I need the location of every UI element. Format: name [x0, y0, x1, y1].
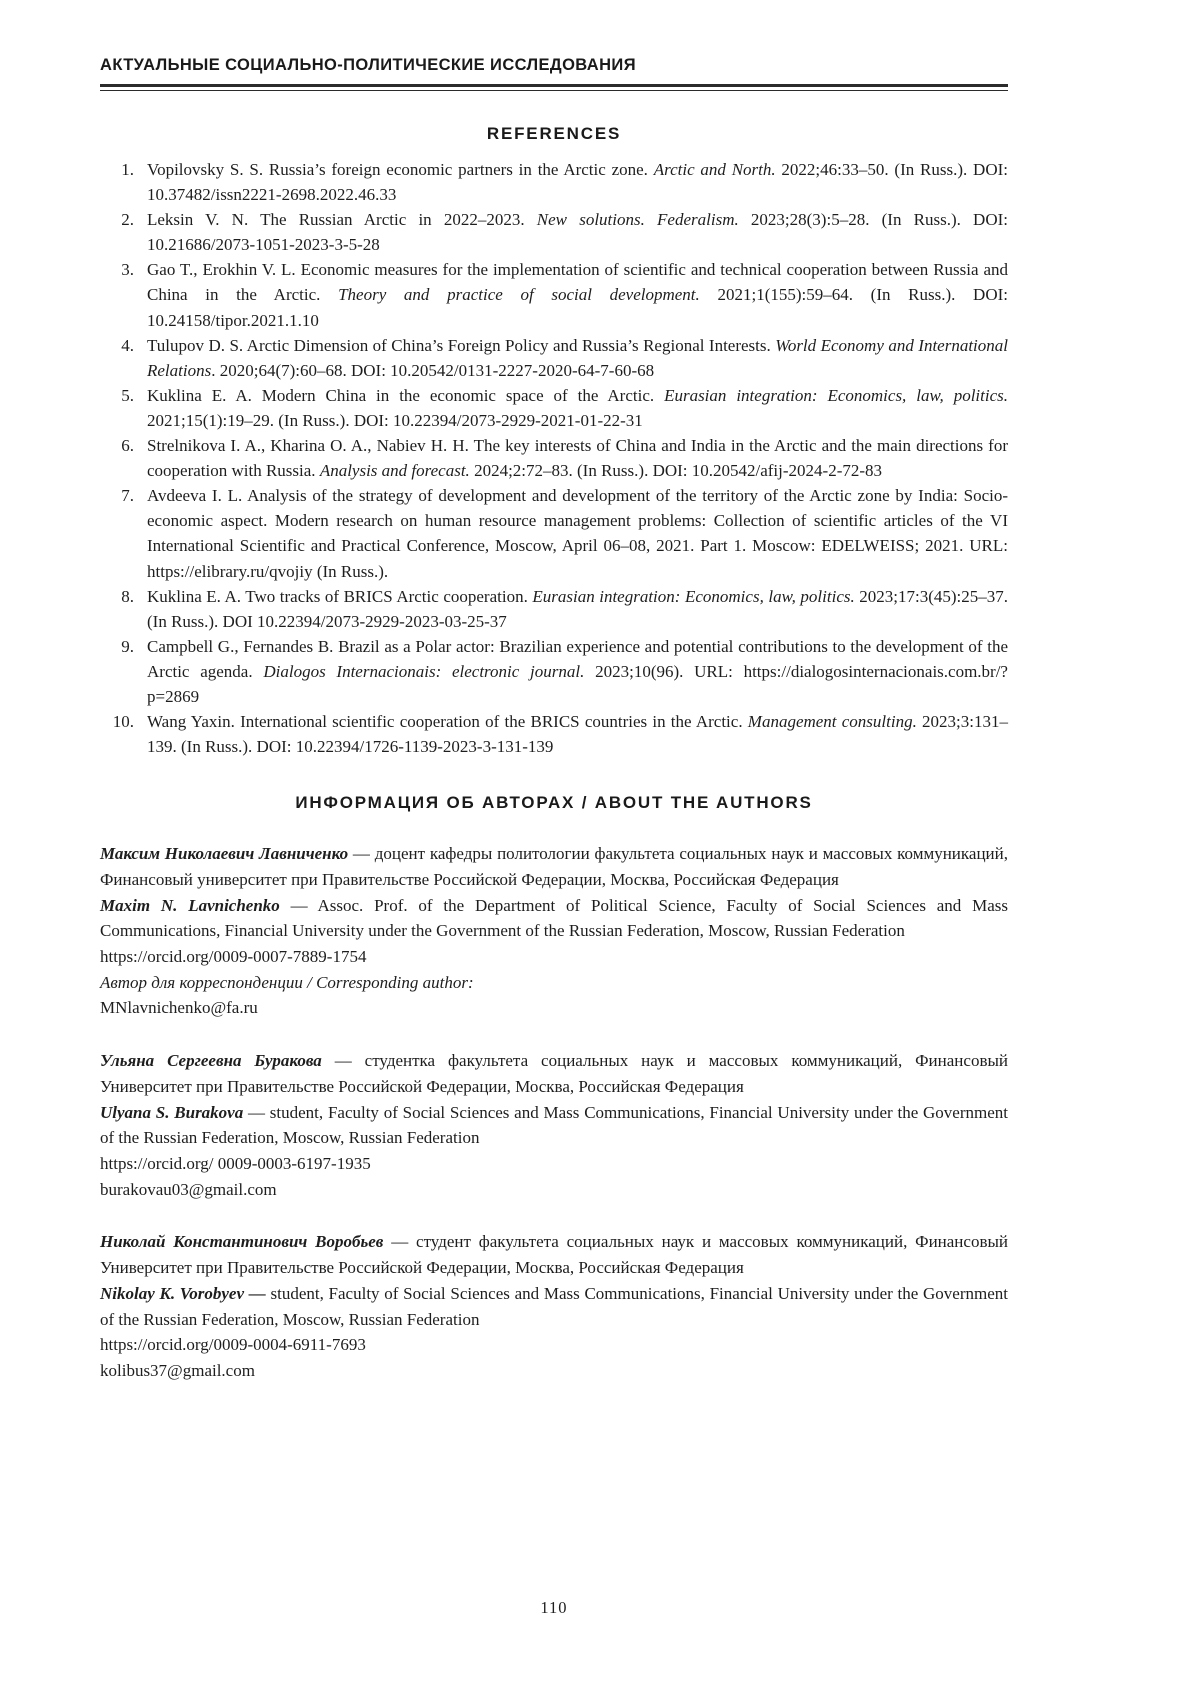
reference-number: 2. — [121, 210, 134, 230]
text-segment: Kuklina E. A. Modern China in the economic space of the Arctic. — [147, 385, 665, 405]
running-header — [100, 56, 1008, 91]
text-segment: https://orcid.org/0009-0007-7889-1754 — [100, 947, 367, 967]
reference-number: 7. — [121, 486, 134, 506]
text-segment: kolibus37@gmail.com — [100, 1360, 255, 1380]
text-segment: student, Faculty of Social Sciences and Mass Communications, Financial University under the Government of the Russian Federation, Moscow, Russian Federation — [100, 1283, 1008, 1329]
reference-item — [100, 584, 1008, 634]
references-heading: REFERENCES — [486, 124, 622, 143]
text-segment: Strelnikova I. A., Kharina O. A., Nabiev H. H. The key interests of China and India in the Arctic and the main directions for cooperation with Russia. — [147, 436, 1008, 481]
reference-number: 3. — [121, 260, 134, 280]
text-segment: Ulyana S. Burakova — [100, 1102, 244, 1122]
reference-item — [100, 383, 1008, 433]
reference-text — [147, 210, 1008, 254]
text-segment: Avdeeva I. L. Analysis of the strategy of development and development of the territory of the Arctic zone by India: Socio-economic aspect. Modern research on human resource management problems: Collection of scientific articles of the VI International Scientific and Practical Conference, Moscow, April 06–08, 2021. Part 1. Moscow: EDELWEISS; 2021. URL: https://elibrary.ru/qvojiy (In Russ.). — [147, 486, 1008, 581]
text-segment: — доцент кафедры политологии факультета социальных наук и массовых коммуникаций, Финансовый университет при Правительстве Российской Федерации, Москва, Российская Федерация — [100, 844, 1008, 889]
text-segment: Nikolay K. Vorobyev — — [100, 1283, 266, 1303]
reference-item — [100, 333, 1008, 383]
text-segment: Analysis and forecast. — [319, 461, 470, 481]
reference-text — [147, 260, 1008, 329]
reference-number: 4. — [121, 335, 134, 355]
email-line — [100, 1177, 1008, 1203]
text-segment: Leksin V. N. The Russian Arctic in 2022–2023. — [147, 210, 537, 230]
text-segment: https://orcid.org/0009-0004-6911-7693 — [100, 1335, 366, 1355]
text-segment: 2023;3:131–139. (In Russ.). DOI: 10.22394/1726-1139-2023-3-131-139 — [147, 712, 1008, 757]
references-list — [100, 157, 1008, 759]
orcid-line — [100, 1151, 1008, 1177]
reference-text — [147, 637, 1008, 706]
page-content — [100, 124, 1008, 1411]
text-segment: Eurasian integration: Economics, law, politics. — [532, 586, 855, 606]
text-segment: Максим Николаевич Лавниченко — [100, 844, 349, 864]
text-segment: 2024;2:72–83. (In Russ.). DOI: 10.20542/afij-2024-2-72-83 — [469, 461, 883, 481]
reference-text — [147, 160, 1008, 204]
reference-number: 10. — [112, 712, 134, 732]
text-segment: Vopilovsky S. S. Russia’s foreign economic partners in the Arctic zone. — [147, 160, 654, 179]
reference-text — [147, 386, 1008, 430]
text-segment: 2023;10(96). URL: https://dialogosinternacionais.com.br/?p=2869 — [147, 661, 1008, 706]
email-line — [100, 1358, 1008, 1384]
text-segment: Theory and practice of social development. — [338, 285, 700, 305]
header-rule — [100, 84, 1008, 91]
reference-item — [100, 634, 1008, 709]
corresponding-author-line — [100, 970, 1008, 996]
reference-item — [100, 709, 1008, 759]
text-segment: MNlavnichenko@fa.ru — [100, 998, 258, 1018]
author-en-line — [100, 1100, 1008, 1151]
reference-text — [147, 436, 1008, 480]
reference-text — [147, 486, 1008, 580]
text-segment: Tulupov D. S. Arctic Dimension of China’s Foreign Policy and Russia’s Regional Interests. — [147, 335, 776, 355]
author-en-line — [100, 893, 1008, 944]
text-segment: Management consulting. — [747, 712, 917, 732]
text-segment: — student, Faculty of Social Sciences and Mass Communications, Financial University under the Government of the Russian Federation, Moscow, Russian Federation — [100, 1102, 1008, 1148]
text-segment: Eurasian integration: Economics, law, politics. — [664, 385, 1009, 405]
author-en-line — [100, 1281, 1008, 1332]
reference-number: 9. — [121, 636, 134, 656]
text-segment: Kuklina E. A. Two tracks of BRICS Arctic cooperation. — [147, 586, 533, 606]
author-ru-line — [100, 1048, 1008, 1099]
text-segment: — студент факультета социальных наук и массовых коммуникаций, Финансовый Университет при Правительстве Российской Федерации, Москва, Российская Федерация — [100, 1232, 1008, 1278]
text-segment: Автор для корреспонденции / Corresponding author: — [100, 972, 474, 992]
text-segment: New solutions. Federalism. — [536, 210, 739, 230]
text-segment: 2021;15(1):19–29. (In Russ.). DOI: 10.22394/2073-2929-2021-01-22-31 — [147, 410, 643, 430]
text-segment: 2022;46:33–50. (In Russ.). DOI: 10.37482/issn2221-2698.2022.46.33 — [147, 160, 1008, 205]
author-ru-line — [100, 841, 1008, 892]
author-block — [100, 841, 1008, 1021]
text-segment: 2023;17:3(45):25–37. (In Russ.). DOI 10.22394/2073-2929-2023-03-25-37 — [147, 586, 1009, 631]
reference-number: 6. — [121, 436, 134, 456]
text-segment: — студентка факультета социальных наук и массовых коммуникаций, Финансовый Университет при Правительстве Российской Федерации, Москва, Российская Федерация — [100, 1051, 1008, 1096]
text-segment: Gao T., Erokhin V. L. Economic measures for the implementation of scientific and technical cooperation between Russia and China in the Arctic. — [147, 260, 1008, 305]
orcid-line — [100, 1332, 1008, 1358]
text-segment: 2023;28(3):5–28. (In Russ.). DOI: 10.21686/2073-1051-2023-3-5-28 — [147, 210, 1008, 255]
text-segment: World Economy and International Relations — [147, 335, 1008, 380]
email-line — [100, 995, 1008, 1021]
text-segment: Dialogos Internacionais: electronic journal. — [263, 661, 585, 681]
reference-text — [147, 712, 1008, 756]
text-segment: Arctic and North. — [653, 160, 776, 179]
author-block — [100, 1229, 1008, 1383]
reference-item — [100, 157, 1008, 207]
reference-text — [147, 336, 1008, 380]
page-footer — [100, 1598, 1008, 1618]
text-segment: Maxim N. Lavnichenko — [100, 895, 280, 915]
reference-number: 8. — [121, 586, 134, 606]
reference-item — [100, 207, 1008, 257]
text-segment: Николай Константинович Воробьев — [100, 1232, 384, 1252]
reference-item — [100, 483, 1008, 583]
reference-item — [100, 433, 1008, 483]
page-number: 110 — [540, 1598, 568, 1617]
reference-text — [147, 587, 1008, 631]
authors-heading: ИНФОРМАЦИЯ ОБ АВТОРАХ / ABOUT THE AUTHORS — [295, 793, 813, 813]
text-segment: burakovau03@gmail.com — [100, 1179, 277, 1199]
text-segment: Campbell G., Fernandes B. Brazil as a Polar actor: Brazilian experience and potential contributions to the development of the Arctic agenda. — [147, 636, 1008, 681]
running-header-title: АКТУАЛЬНЫЕ СОЦИАЛЬНО-ПОЛИТИЧЕСКИЕ ИССЛЕДОВАНИЯ — [100, 56, 636, 74]
reference-number: 1. — [121, 160, 134, 179]
author-block — [100, 1048, 1008, 1202]
text-segment: Ульяна Сергеевна Буракова — [100, 1051, 322, 1071]
text-segment: https://orcid.org/ 0009-0003-6197-1935 — [100, 1153, 371, 1173]
reference-number: 5. — [121, 385, 134, 405]
author-ru-line — [100, 1229, 1008, 1280]
orcid-line — [100, 944, 1008, 970]
text-segment: Wang Yaxin. International scientific cooperation of the BRICS countries in the Arctic. — [147, 712, 748, 732]
text-segment: — Assoc. Prof. of the Department of Political Science, Faculty of Social Sciences and Mass Communications, Financial University under the Government of the Russian Federation, Moscow, Russian Federation — [100, 895, 1008, 941]
text-segment: 2021;1(155):59–64. (In Russ.). DOI: 10.24158/tipor.2021.1.10 — [147, 285, 1008, 330]
text-segment: . 2020;64(7):60–68. DOI: 10.20542/0131-2227-2020-64-7-60-68 — [211, 360, 655, 380]
authors-blocks — [100, 841, 1008, 1383]
reference-item — [100, 257, 1008, 332]
